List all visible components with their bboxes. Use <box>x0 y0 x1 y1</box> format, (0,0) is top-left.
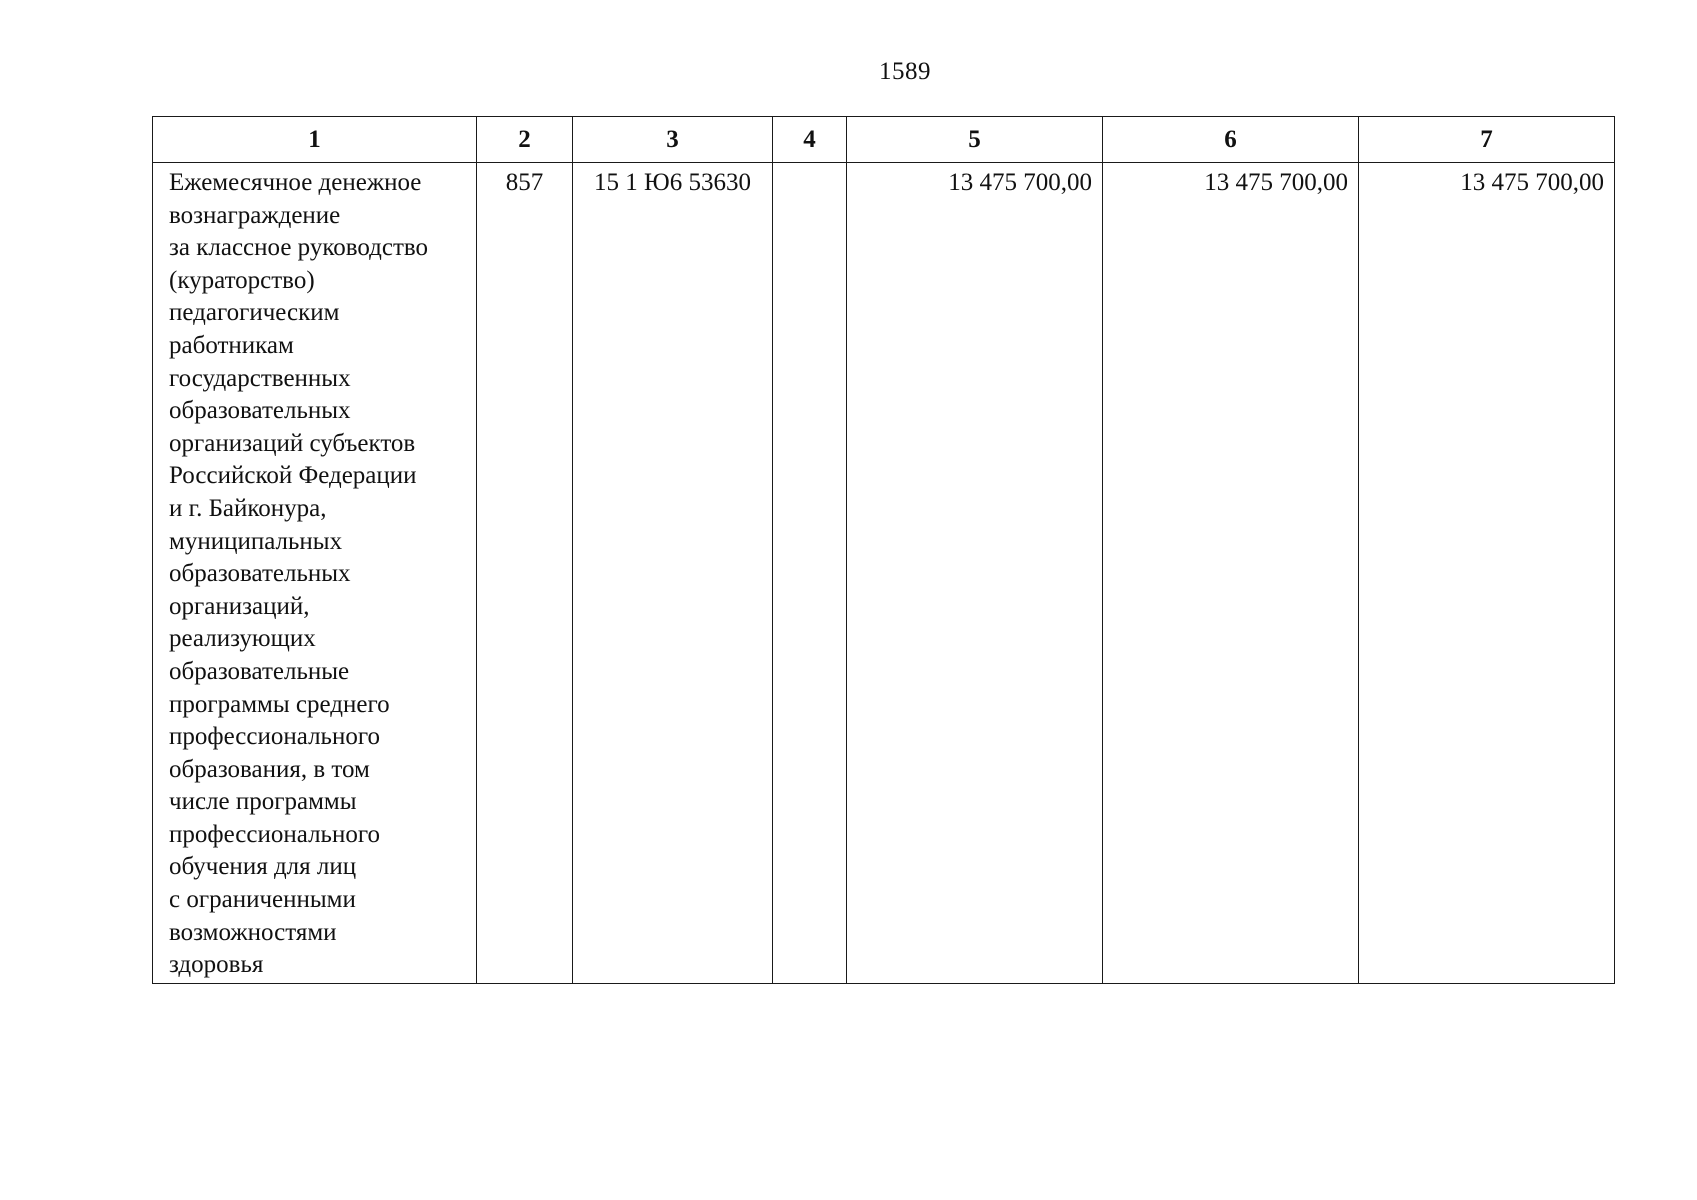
header-col-6: 6 <box>1103 117 1359 163</box>
description-line: возможностями <box>169 918 337 946</box>
description-line: образовательные <box>169 657 350 685</box>
description-line: педагогическим <box>169 299 340 327</box>
description-line: реализующих <box>169 625 316 653</box>
description-line: (кураторство) <box>169 266 315 294</box>
description-line: программы среднего <box>169 690 390 718</box>
page-number: 1589 <box>879 58 931 85</box>
description-line: работникам <box>169 331 294 359</box>
row-expense-type <box>773 163 847 984</box>
description-line: обучения для лиц <box>169 853 357 881</box>
description-line: числе программы <box>169 788 357 816</box>
description-line: с ограниченными <box>169 886 356 914</box>
description-line: здоровья <box>169 951 264 979</box>
row-amount-col-7: 13 475 700,00 <box>1359 163 1615 984</box>
description-line: организаций субъектов <box>169 429 416 457</box>
description-line: образовательных <box>169 560 351 588</box>
row-description <box>153 163 477 984</box>
description-line: Российской Федерации <box>169 462 417 490</box>
description-line: образования, в том <box>169 755 370 783</box>
description-line: образовательных <box>169 397 351 425</box>
description-line: за классное руководство <box>169 234 428 262</box>
description-line: вознаграждение <box>169 201 341 229</box>
description-line: Ежемесячное денежное <box>169 169 422 196</box>
row-code: 857 <box>477 163 573 984</box>
header-col-4: 4 <box>773 117 847 163</box>
header-row <box>153 117 1615 163</box>
description-line: профессионального <box>169 723 380 751</box>
description-line: муниципальных <box>169 527 343 555</box>
row-amount-col-6: 13 475 700,00 <box>1103 163 1359 984</box>
header-col-5: 5 <box>847 117 1103 163</box>
header-col-2: 2 <box>477 117 573 163</box>
row-target-article: 15 1 Ю6 53630 <box>573 163 773 984</box>
header-col-3: 3 <box>573 117 773 163</box>
row-amount-col-5: 13 475 700,00 <box>847 163 1103 984</box>
budget-table <box>152 116 1615 984</box>
header-col-1: 1 <box>153 117 477 163</box>
description-line: государственных <box>169 364 351 392</box>
description-line: профессионального <box>169 820 380 848</box>
description-line: организаций, <box>169 592 310 620</box>
table-row <box>153 163 1615 984</box>
description-line: и г. Байконура, <box>169 494 327 522</box>
header-col-7: 7 <box>1359 117 1615 163</box>
